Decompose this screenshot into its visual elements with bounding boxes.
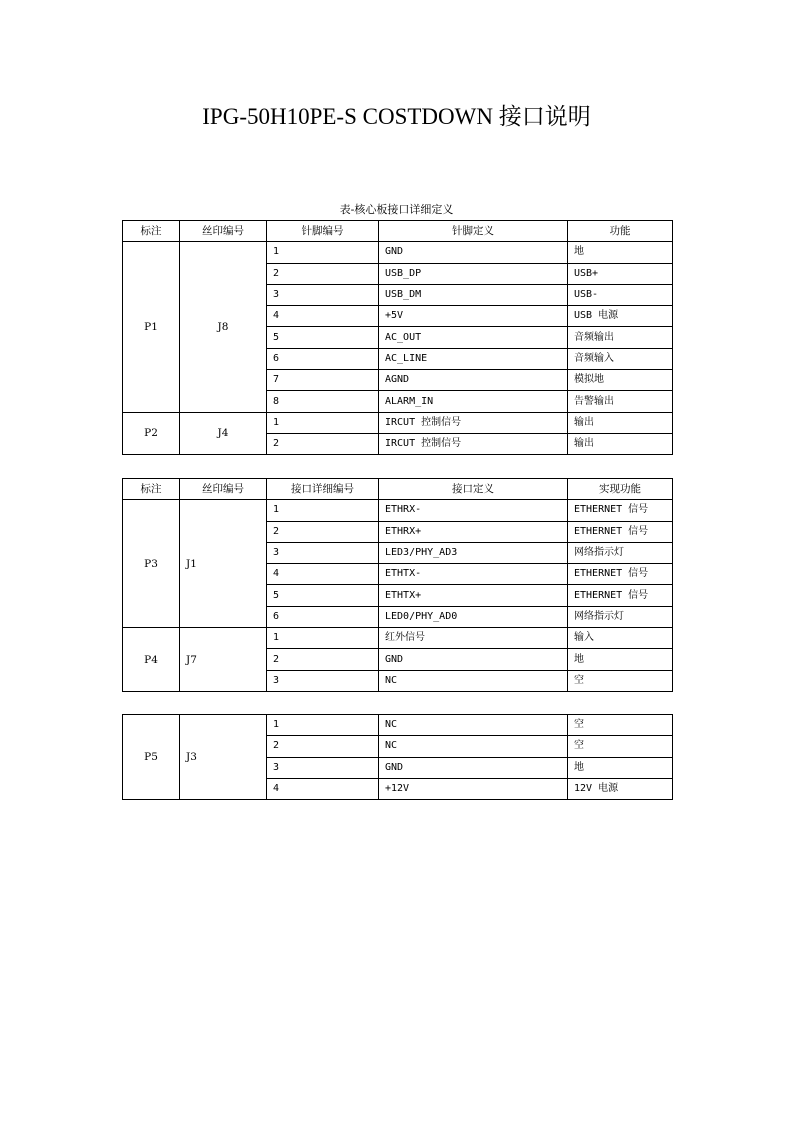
pin-number: 1 [267, 500, 379, 521]
pin-function: 空 [568, 736, 673, 757]
pin-definition: GND [379, 242, 568, 263]
network-interface-table [122, 478, 673, 692]
pin-definition: USB_DM [379, 284, 568, 305]
table-row [123, 242, 673, 263]
column-header: 标注 [123, 221, 180, 242]
pin-definition: NC [379, 715, 568, 736]
table-row [123, 500, 673, 521]
silkscreen-label: J7 [180, 628, 267, 692]
pin-number: 8 [267, 391, 379, 412]
pin-definition: ALARM_IN [379, 391, 568, 412]
pin-function: ETHERNET 信号 [568, 585, 673, 606]
pin-definition: GND [379, 649, 568, 670]
pin-function: 告警输出 [568, 391, 673, 412]
pin-function: 地 [568, 649, 673, 670]
table-row [123, 628, 673, 649]
pin-number: 2 [267, 736, 379, 757]
pin-definition: +5V [379, 306, 568, 327]
header-row [123, 221, 673, 242]
pin-number: 1 [267, 715, 379, 736]
pin-number: 1 [267, 628, 379, 649]
column-header: 丝印编号 [180, 221, 267, 242]
pin-number: 2 [267, 433, 379, 454]
column-header: 丝印编号 [180, 479, 267, 500]
pin-definition: NC [379, 736, 568, 757]
pin-number: 2 [267, 649, 379, 670]
pin-function: 输入 [568, 628, 673, 649]
pin-definition: ETHTX+ [379, 585, 568, 606]
silkscreen-label: J8 [180, 242, 267, 412]
port-label: P2 [123, 412, 180, 455]
pin-number: 3 [267, 284, 379, 305]
pin-function: ETHERNET 信号 [568, 521, 673, 542]
pin-number: 2 [267, 521, 379, 542]
pin-function: 空 [568, 670, 673, 691]
port-label: P5 [123, 715, 180, 800]
pin-function: 网络指示灯 [568, 606, 673, 627]
pin-function: 输出 [568, 412, 673, 433]
pin-definition: 红外信号 [379, 628, 568, 649]
table-row [123, 715, 673, 736]
pin-number: 6 [267, 348, 379, 369]
pin-function: ETHERNET 信号 [568, 500, 673, 521]
pin-definition: AGND [379, 370, 568, 391]
pin-definition: GND [379, 757, 568, 778]
pin-number: 3 [267, 542, 379, 563]
pin-number: 7 [267, 370, 379, 391]
pin-definition: USB_DP [379, 263, 568, 284]
pin-number: 4 [267, 564, 379, 585]
page-title: IPG-50H10PE-S COSTDOWN 接口说明 [202, 104, 591, 129]
column-header: 实现功能 [568, 479, 673, 500]
pin-number: 1 [267, 412, 379, 433]
pin-function: 音频输入 [568, 348, 673, 369]
port-label: P4 [123, 628, 180, 692]
pin-function: 音频输出 [568, 327, 673, 348]
column-header: 功能 [568, 221, 673, 242]
pin-number: 3 [267, 670, 379, 691]
pin-definition: ETHRX+ [379, 521, 568, 542]
pin-function: 输出 [568, 433, 673, 454]
port-label: P1 [123, 242, 180, 412]
pin-number: 4 [267, 306, 379, 327]
pin-number: 4 [267, 778, 379, 799]
core-board-pin-table [122, 220, 673, 455]
pin-function: 网络指示灯 [568, 542, 673, 563]
pin-definition: LED0/PHY_AD0 [379, 606, 568, 627]
port-label: P3 [123, 500, 180, 628]
pin-definition: AC_OUT [379, 327, 568, 348]
column-header: 针脚定义 [379, 221, 568, 242]
column-header: 接口定义 [379, 479, 568, 500]
header-row [123, 479, 673, 500]
pin-number: 3 [267, 757, 379, 778]
pin-function: USB 电源 [568, 306, 673, 327]
pin-definition: LED3/PHY_AD3 [379, 542, 568, 563]
pin-function: USB- [568, 284, 673, 305]
column-header: 标注 [123, 479, 180, 500]
pin-function: 模拟地 [568, 370, 673, 391]
table-caption: 表-核心板接口详细定义 [339, 203, 454, 216]
pin-definition: IRCUT 控制信号 [379, 412, 568, 433]
pin-function: 空 [568, 715, 673, 736]
silkscreen-label: J3 [180, 715, 267, 800]
column-header: 接口详细编号 [267, 479, 379, 500]
pin-number: 5 [267, 327, 379, 348]
pin-number: 5 [267, 585, 379, 606]
pin-definition: ETHTX- [379, 564, 568, 585]
table-row [123, 412, 673, 433]
silkscreen-label: J1 [180, 500, 267, 628]
power-interface-table [122, 714, 673, 800]
pin-function: ETHERNET 信号 [568, 564, 673, 585]
pin-definition: AC_LINE [379, 348, 568, 369]
pin-definition: IRCUT 控制信号 [379, 433, 568, 454]
column-header: 针脚编号 [267, 221, 379, 242]
pin-function: 地 [568, 242, 673, 263]
pin-function: USB+ [568, 263, 673, 284]
pin-definition: ETHRX- [379, 500, 568, 521]
pin-definition: +12V [379, 778, 568, 799]
pin-number: 1 [267, 242, 379, 263]
pin-function: 12V 电源 [568, 778, 673, 799]
pin-number: 6 [267, 606, 379, 627]
pin-number: 2 [267, 263, 379, 284]
silkscreen-label: J4 [180, 412, 267, 455]
pin-function: 地 [568, 757, 673, 778]
pin-definition: NC [379, 670, 568, 691]
